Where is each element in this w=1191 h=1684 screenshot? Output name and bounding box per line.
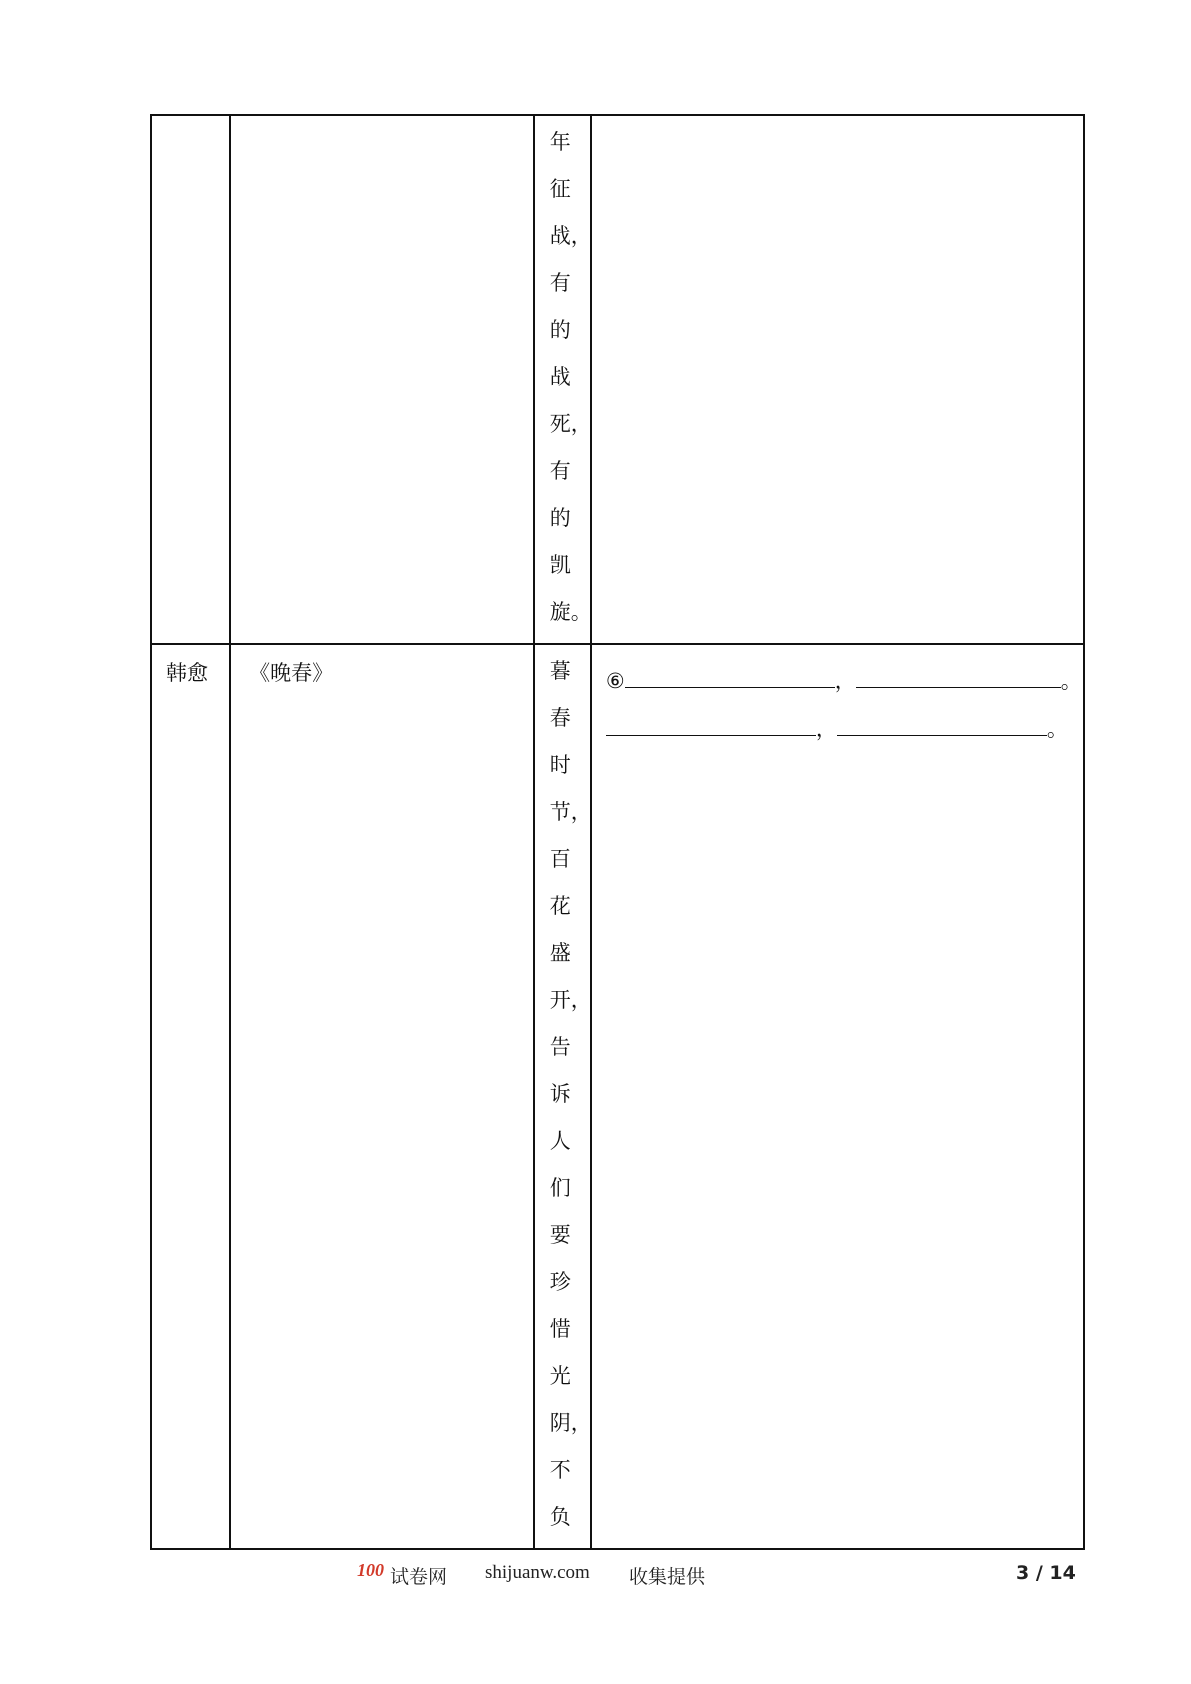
meaning-char: 花 bbox=[549, 894, 571, 918]
meaning-char: 凯 bbox=[549, 553, 571, 577]
meaning-char: 要 bbox=[549, 1223, 571, 1247]
page-footer bbox=[0, 1562, 1191, 1592]
title-cell bbox=[230, 115, 534, 644]
meaning-char: 节， bbox=[549, 800, 592, 824]
meaning-char: 的 bbox=[549, 506, 571, 530]
meaning-char: 有 bbox=[549, 459, 571, 483]
meaning-char: 春 bbox=[549, 706, 571, 730]
meaning-char: 征 bbox=[549, 177, 571, 201]
provided-by-text: 收集提供 bbox=[629, 1567, 706, 1588]
meaning-char: 诉 bbox=[549, 1082, 571, 1106]
meaning-char: 光 bbox=[549, 1364, 571, 1388]
answer-cell bbox=[591, 115, 1084, 644]
meaning-char: 不 bbox=[549, 1458, 571, 1482]
table-row bbox=[151, 115, 1084, 644]
meaning-char: 旋。 bbox=[549, 600, 592, 624]
punctuation: ， bbox=[834, 669, 856, 693]
site-logo: 100 bbox=[357, 1560, 384, 1580]
meaning-char: 死， bbox=[549, 412, 592, 436]
meaning-char: 阴， bbox=[549, 1411, 592, 1435]
title-cell: 《晚春》 bbox=[230, 644, 534, 1549]
meaning-vertical-text bbox=[535, 645, 590, 1548]
poem-table bbox=[150, 114, 1085, 1550]
meaning-char: 们 bbox=[549, 1176, 571, 1200]
meaning-char: 惜 bbox=[549, 1317, 571, 1341]
meaning-char: 负 bbox=[549, 1505, 571, 1529]
page-number: 3 / 14 bbox=[1016, 1562, 1076, 1584]
author-cell bbox=[151, 115, 230, 644]
meaning-cell bbox=[534, 644, 591, 1549]
site-name: 试卷网 bbox=[390, 1567, 448, 1588]
meaning-char: 告 bbox=[549, 1035, 571, 1059]
answer-blank[interactable] bbox=[837, 711, 1047, 736]
answer-blank[interactable] bbox=[606, 711, 816, 736]
meaning-char: 人 bbox=[549, 1129, 571, 1153]
answer-blank[interactable] bbox=[625, 663, 835, 688]
answer-blank[interactable] bbox=[856, 663, 1061, 688]
meaning-char: 战 bbox=[549, 365, 571, 389]
punctuation: 。 bbox=[1060, 669, 1082, 693]
meaning-char: 百 bbox=[549, 847, 571, 871]
punctuation: ， bbox=[815, 717, 837, 741]
meaning-char: 战， bbox=[549, 224, 592, 248]
answer-cell bbox=[591, 644, 1084, 1549]
meaning-char: 年 bbox=[549, 130, 571, 154]
punctuation: 。 bbox=[1046, 717, 1068, 741]
meaning-char: 的 bbox=[549, 318, 571, 342]
meaning-cell bbox=[534, 115, 591, 644]
answer-blanks bbox=[592, 645, 1083, 753]
meaning-char: 有 bbox=[549, 271, 571, 295]
meaning-char: 暮 bbox=[549, 659, 571, 683]
author-cell: 韩愈 bbox=[151, 644, 230, 1549]
meaning-char: 珍 bbox=[549, 1270, 571, 1294]
meaning-char: 时 bbox=[549, 753, 571, 777]
question-number-marker: ⑥ bbox=[605, 669, 625, 693]
meaning-vertical-text bbox=[535, 116, 590, 643]
site-url[interactable]: shijuanw.com bbox=[485, 1562, 590, 1583]
meaning-char: 开， bbox=[549, 988, 592, 1012]
table-row bbox=[151, 644, 1084, 1549]
meaning-char: 盛 bbox=[549, 941, 571, 965]
